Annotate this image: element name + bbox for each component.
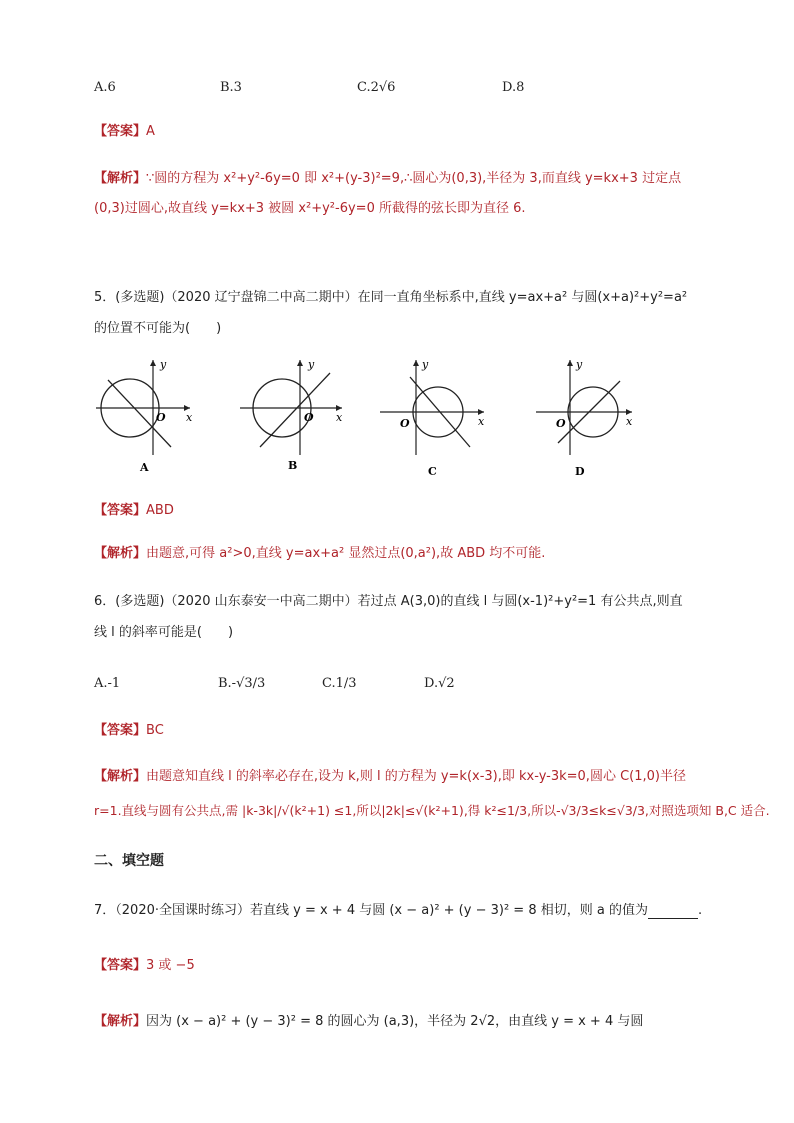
figure-c-origin: O (400, 417, 410, 430)
q4-option-c: C.2√6 (357, 80, 396, 95)
figure-b (240, 358, 343, 472)
figure-d (536, 358, 633, 478)
figure-d-origin: O (556, 417, 566, 430)
figure-c-y-label: y (422, 358, 429, 371)
answer-value: 3 或 −5 (146, 958, 195, 973)
q5-figures (0, 355, 794, 485)
figure-b-label: B (288, 459, 298, 472)
analysis-text: 因为 (x − a)² + (y − 3)² = 8 的圆心为 (a,3)，半径为 2√2，由直线 y = x + 4 与圆 (146, 1014, 644, 1029)
q7-analysis (94, 1014, 643, 1030)
figure-b-y-label: y (308, 358, 315, 371)
q6-option-c: C.1/3 (322, 676, 357, 691)
figure-d-label: D (575, 465, 585, 478)
answer-value: A (146, 124, 155, 139)
figure-b-x-label: x (336, 411, 343, 424)
figure-a-x-label: x (186, 411, 193, 424)
figure-a (96, 358, 193, 474)
analysis-text: ∵圆的方程为 x²+y²-6y=0 即 x²+(y-3)²=9,∴圆心为(0,3),半径为 3,而直线 y=kx+3 过定点 (146, 171, 682, 186)
analysis-tag: 【解析】 (94, 769, 147, 784)
answer-value: ABD (146, 503, 174, 518)
answer-blank (648, 906, 698, 919)
figure-d-y-label: y (576, 358, 583, 371)
figure-a-y-label: y (160, 358, 167, 371)
figure-c-label: C (428, 465, 437, 478)
answer-tag: 【答案】 (94, 503, 147, 518)
q4-option-b: B.3 (220, 80, 242, 95)
figure-d-x-label: x (626, 415, 633, 428)
figure-a-label: A (140, 461, 149, 474)
answer-tag: 【答案】 (94, 958, 147, 973)
answer-tag: 【答案】 (94, 723, 147, 738)
analysis-tag: 【解析】 (94, 171, 147, 186)
q7-stem (94, 903, 702, 919)
figure-a-origin: O (156, 411, 166, 424)
q6-answer (94, 723, 164, 739)
figure-b-origin: O (304, 411, 314, 424)
q6-option-b: B.-√3/3 (218, 676, 266, 691)
q6-analysis-line1 (94, 769, 686, 785)
analysis-tag: 【解析】 (94, 1014, 147, 1029)
q4-option-a: A.6 (94, 80, 116, 95)
figure-c-x-label: x (478, 415, 485, 428)
section-title: 二、填空题 (94, 853, 164, 869)
q4-analysis-line1 (94, 171, 681, 187)
analysis-text: 由题意知直线 l 的斜率必存在,设为 k,则 l 的方程为 y=k(x-3),即 kx-y-3k=0,圆心 C(1,0)半径 (146, 769, 686, 784)
q4-option-d: D.8 (502, 80, 525, 95)
q6-option-d: D.√2 (424, 676, 455, 691)
q7-answer (94, 958, 195, 974)
analysis-tag: 【解析】 (94, 546, 147, 561)
q5-analysis (94, 546, 545, 562)
q4-answer (94, 124, 155, 140)
q6-option-a: A.-1 (94, 676, 121, 691)
q5-stem-line2: 的位置不可能为( ) (94, 321, 222, 336)
q6-analysis-line2: r=1.直线与圆有公共点,需 |k-3k|/√(k²+1) ≤1,所以|2k|≤√(k²+1),得 k²≤1/3,所以-√3/3≤k≤√3/3,对照选项知 B,C 适合. (94, 803, 770, 818)
q5-stem-line1: 5．(多选题)（2020 辽宁盘锦二中高二期中）在同一直角坐标系中,直线 y=ax+a² 与圆(x+a)²+y²=a² (94, 290, 688, 305)
analysis-text: 由题意,可得 a²>0,直线 y=ax+a² 显然过点(0,a²),故 ABD 均不可能. (146, 546, 546, 561)
q7-stem-text: 7．（2020·全国课时练习）若直线 y = x + 4 与圆 (x − a)² + (y − 3)² = 8 相切，则 a 的值为 (94, 903, 648, 918)
q6-stem-line1: 6．(多选题)（2020 山东泰安一中高二期中）若过点 A(3,0)的直线 l 与圆(x-1)²+y²=1 有公共点,则直 (94, 594, 683, 609)
figure-c (380, 358, 485, 478)
q4-analysis-line2: (0,3)过圆心,故直线 y=kx+3 被圆 x²+y²-6y=0 所截得的弦长即为直径 6. (94, 201, 526, 216)
answer-value: BC (146, 723, 164, 738)
q6-stem-line2: 线 l 的斜率可能是( ) (94, 625, 234, 640)
q5-answer (94, 503, 174, 519)
answer-tag: 【答案】 (94, 124, 147, 139)
q7-stem-end: . (697, 903, 703, 918)
